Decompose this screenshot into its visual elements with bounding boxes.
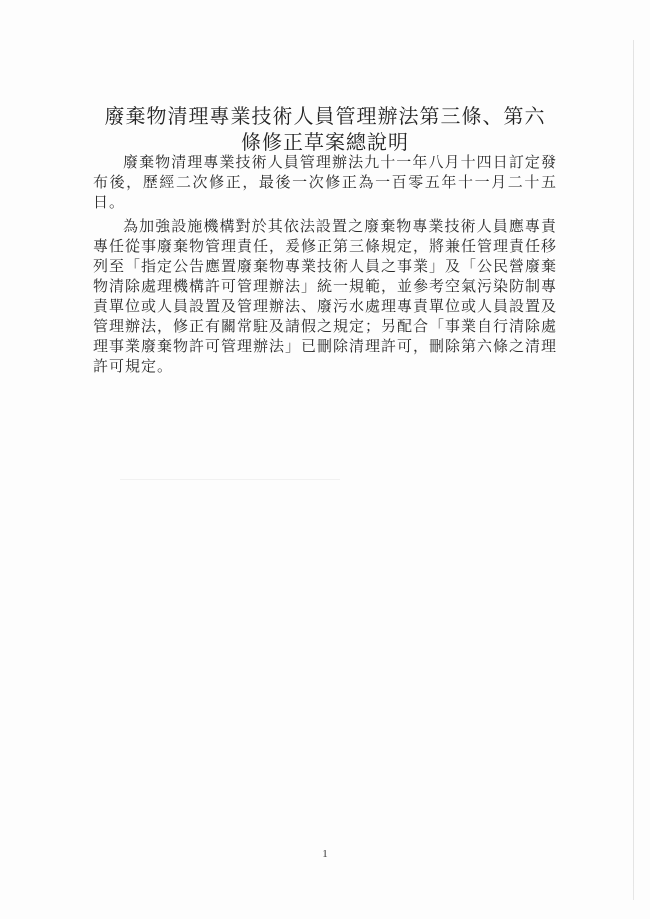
paragraph-1: 廢棄物清理專業技術人員管理辦法九十一年八月十四日訂定發布後，歷經二次修正，最後一次修正為一百零五年十一月二十五日。	[93, 153, 557, 211]
title-line-2: 條修正草案總說明	[241, 130, 409, 154]
title-line-1: 廢棄物清理專業技術人員管理辦法第三條、第六	[104, 104, 546, 128]
scan-artifact-line	[120, 479, 340, 480]
scan-edge-line	[633, 40, 634, 900]
paragraph-2: 為加強設施機構對於其依法設置之廢棄物專業技術人員應專責專任從事廢棄物管理責任，爰修正第三條規定，將兼任管理責任移列至「指定公告應置廢棄物專業技術人員之事業」及「公民營廢棄物清除處理機構許可管理辦法」統一規範，並參考空氣污染防制專責單位或人員設置及管理辦法、廢污水處理專責單位或人員設置及管理辦法，修正有關常駐及請假之規定；另配合「事業自行清除處理事業廢棄物許可管理辦法」已刪除清理許可，刪除第六條之清理許可規定。	[93, 217, 558, 375]
document-title	[90, 103, 560, 155]
document-body	[93, 152, 557, 380]
page-number: 1	[322, 848, 328, 860]
